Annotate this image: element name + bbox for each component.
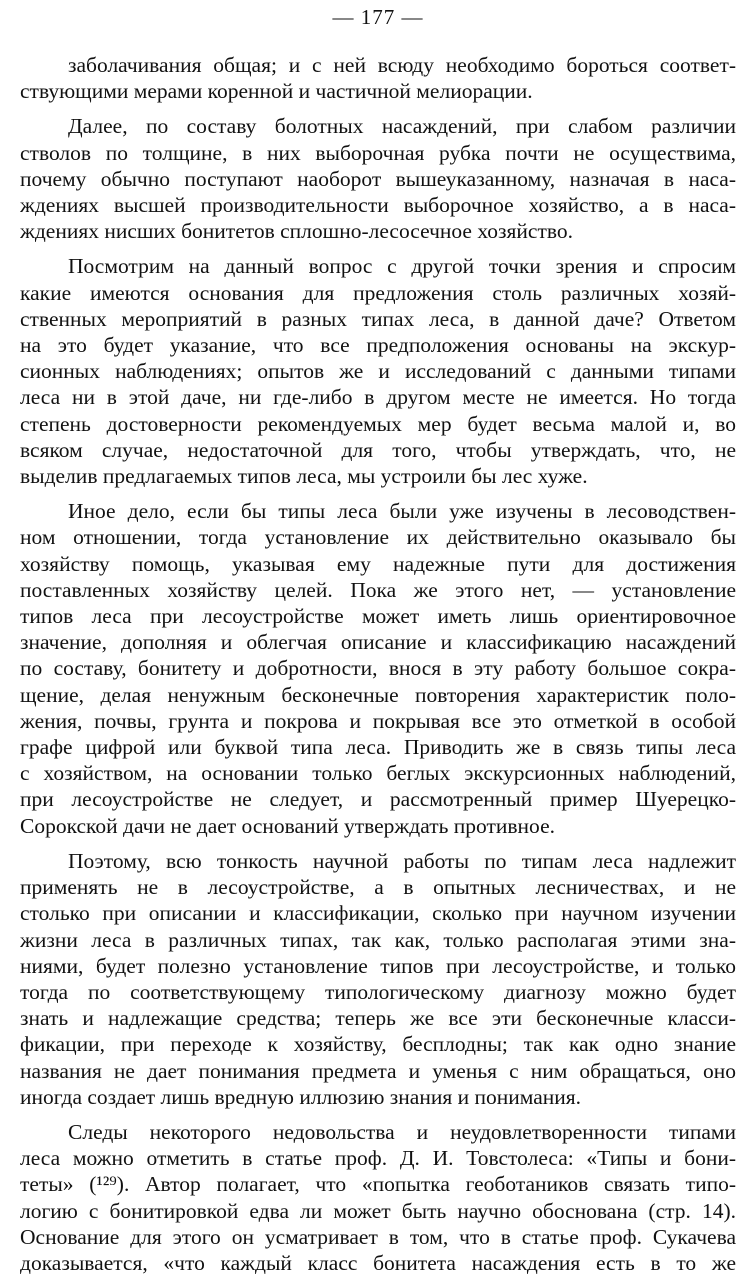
- text-line: Основание для этого он усматривает в том, что в статье проф. Сукачева: [20, 1224, 736, 1249]
- text-line: Следы некоторого недовольства и неудовлетворенности типами: [68, 1119, 736, 1144]
- text-line: стволов по толщине, в них выборочная рубка почти не осуществима,: [20, 140, 736, 165]
- text-line: поставленных хозяйству целей. Пока же этого нет, — установление: [20, 577, 736, 602]
- text-line: при лесоустройстве не следует, и рассмотренный пример Шуерецко-: [20, 787, 736, 812]
- text-line: иногда создает лишь вредную иллюзию знания и понимания.: [20, 1084, 582, 1109]
- text-line: доказывается, «что каждый класс бонитета насаждения есть в то же: [20, 1250, 736, 1275]
- text-line: Далее, по составу болотных насаждений, при слабом различии: [68, 114, 736, 139]
- text-line: столько при описании и классификации, сколько при научном изучении: [20, 901, 736, 926]
- text-line: типов леса при лесоустройстве может иметь лишь ориентировочное: [20, 604, 736, 629]
- book-page: [20, 0, 736, 1275]
- text-line: применять не в лесоустройстве, а в опытных лесничествах, и не: [20, 875, 736, 900]
- text-line: всяком случае, недостаточной для того, чтобы утверждать, что, не: [20, 437, 736, 462]
- text-line: теты» (¹²⁹). Автор полагает, что «попытка геоботаников связать типо-: [20, 1172, 736, 1197]
- text-line: Поэтому, всю тонкость научной работы по типам леса надлежит: [68, 848, 736, 873]
- text-line: фикации, при переходе к хозяйству, бесплодны; так как одно знание: [20, 1032, 736, 1057]
- paragraph: [20, 52, 736, 104]
- paragraph: [20, 253, 736, 489]
- page-number: — 177 —: [332, 5, 424, 29]
- text-line: названия не дает понимания предмета и уменья с ним обращаться, оно: [20, 1058, 736, 1083]
- text-line: какие имеются основания для предложения столь различных хозяй-: [20, 280, 736, 305]
- text-line: ствующими мерами коренной и частичной мелиорации.: [20, 79, 533, 104]
- text-line: хозяйству помощь, указывая ему надежные пути для достижения: [20, 551, 736, 576]
- paragraph: [20, 113, 736, 244]
- text-line: с хозяйством, на основании только беглых экскурсионных наблюдений,: [20, 761, 736, 786]
- text-line: Сорокской дачи не дает оснований утверждать противное.: [20, 813, 555, 838]
- text-line: по составу, бонитету и добротности, внося в эту работу большое сокра-: [20, 656, 736, 681]
- text-line: Иное дело, если бы типы леса были уже изучены в лесоводствен-: [68, 499, 736, 524]
- text-line: логию с бонитировкой едва ли может быть научно обоснована (стр. 14).: [20, 1198, 736, 1223]
- text-line: щение, делая ненужным бесконечные повторения характеристик поло-: [20, 682, 736, 707]
- paragraph: [20, 1119, 736, 1276]
- text-line: ждениях нисших бонитетов сплошно-лесосечное хозяйство.: [20, 219, 573, 244]
- text-line: графе цифрой или буквой типа леса. Приводить же в связь типы леса: [20, 735, 736, 760]
- text-line: ниями, будет полезно установление типов при лесоустройстве, и только: [20, 953, 736, 978]
- text-body: [20, 52, 736, 1276]
- text-line: знать и надлежащие средства; теперь же все эти бесконечные класси-: [20, 1006, 736, 1031]
- text-line: ждениях высшей производительности выборочное хозяйство, а в наса-: [20, 193, 736, 218]
- text-line: степень достоверности рекомендуемых мер будет весьма малой и, во: [20, 411, 736, 436]
- text-line: ном отношении, тогда установление их действительно оказывало бы: [20, 525, 736, 550]
- text-line: на это будет указание, что все предположения основаны на экскур-: [20, 333, 736, 358]
- paragraph: [20, 498, 736, 839]
- paragraph: [20, 848, 736, 1110]
- text-line: жения, почвы, грунта и покрова и покрывая все это отметкой в особой: [20, 708, 736, 733]
- text-line: Посмотрим на данный вопрос с другой точки зрения и спросим: [68, 254, 736, 279]
- text-line: выделив предлагаемых типов леса, мы устроили бы лес хуже.: [20, 464, 588, 489]
- text-line: заболачивания общая; и с ней всюду необходимо бороться соответ-: [68, 53, 736, 77]
- text-line: жизни леса в различных типах, так как, только располагая этими зна-: [20, 927, 736, 952]
- text-line: тогда по соответствующему типологическому диагнозу можно будет: [20, 979, 736, 1004]
- text-line: сионных наблюдениях; опытов же и исследований с данными типами: [20, 359, 736, 384]
- text-line: почему обычно поступают наоборот вышеуказанному, назначая в наса-: [20, 166, 736, 191]
- text-line: леса можно отметить в статье проф. Д. И. Товстолеса: «Типы и бони-: [20, 1146, 736, 1171]
- text-line: значение, дополняя и облегчая описание и классификацию насаждений: [20, 630, 736, 655]
- text-line: ственных мероприятий в разных типах леса, в данной даче? Ответом: [20, 306, 736, 331]
- text-line: леса ни в этой даче, ни где-либо в другом месте не имеется. Но тогда: [20, 385, 736, 410]
